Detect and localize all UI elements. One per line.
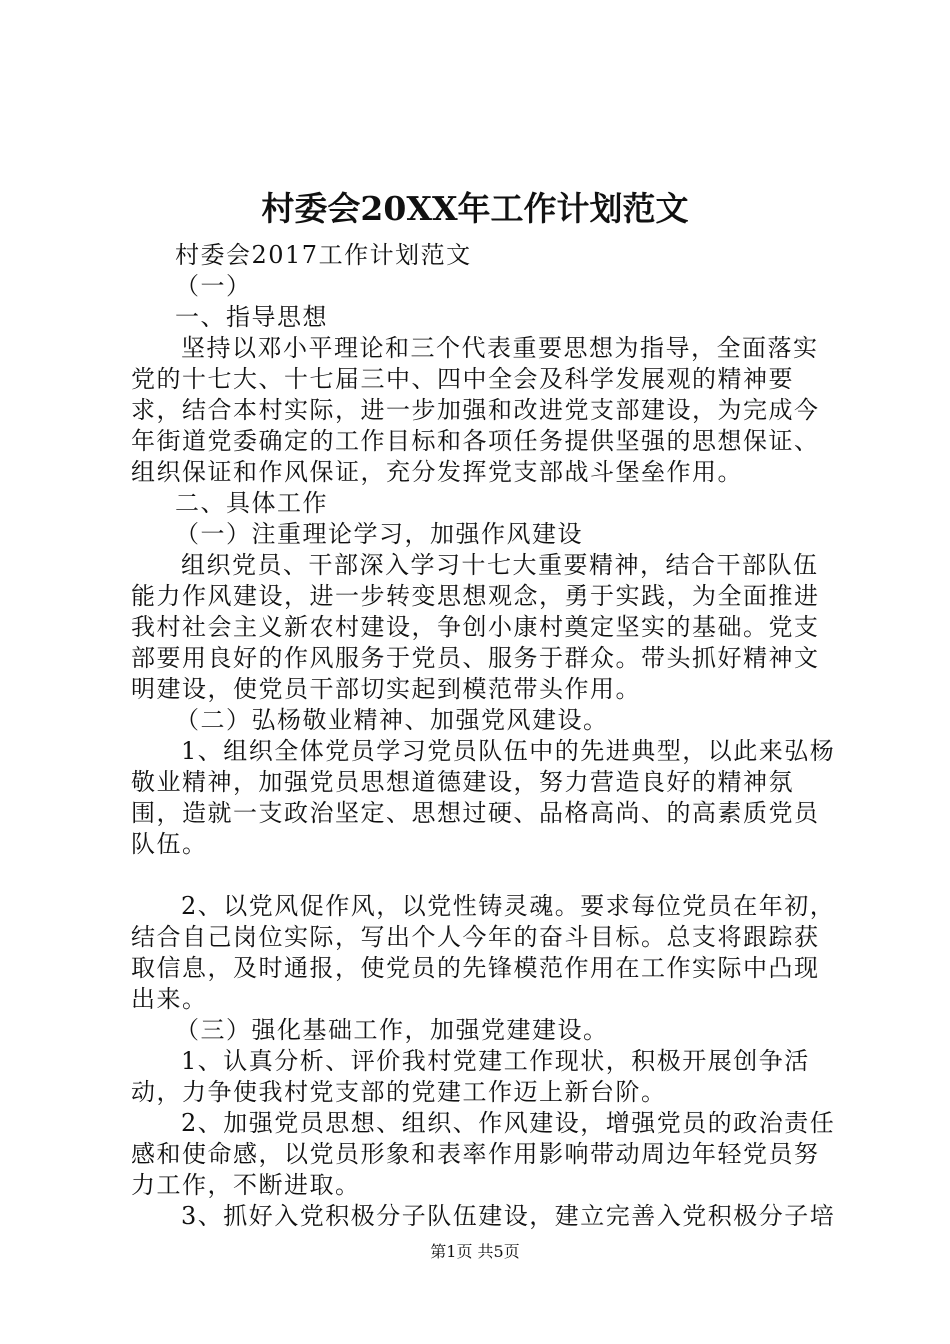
subheading-foundation-work: （三）强化基础工作，加强党建建设。: [175, 1016, 609, 1044]
paragraph-item-1: 1、组织全体党员学习党员队伍中的先进典型，以此来弘杨敬业精神，加强党员思想道德建设，努力营造良好的精神氛围，造就一支政治坚定、思想过硬、品格高尚、的高素质党员队伍。: [131, 737, 836, 858]
paragraph-item-2: 2、以党风促作风，以党性铸灵魂。要求每位党员在年初，结合自己岗位实际，写出个人今年的奋斗目标。总支将跟踪获取信息，及时通报，使党员的先锋模范作用在工作实际中凸现出来。: [131, 892, 836, 1013]
section-number: （一）: [175, 272, 252, 300]
heading-guiding-thought: 一、指导思想: [175, 303, 328, 331]
paragraph-item-2b: 2、加强党员思想、组织、作风建设，增强党员的政治责任感和使命感，以党员形象和表率作用影响带动周边年轻党员努力工作，不断进取。: [131, 1109, 836, 1199]
page-footer: 第1页 共5页: [430, 1242, 520, 1261]
paragraph-gap: [131, 860, 836, 891]
paragraph-theory-study: 组织党员、干部深入学习十七大重要精神，结合干部队伍能力作风建设，进一步转变思想观念，勇于实践，为全面推进我村社会主义新农村建设，争创小康村奠定坚实的基础。党支部要用良好的作风服务于党员、服务于群众。带头抓好精神文明建设，使党员干部切实起到模范带头作用。: [131, 551, 820, 703]
heading-specific-work: 二、具体工作: [175, 489, 328, 517]
paragraph-guiding-thought: 坚持以邓小平理论和三个代表重要思想为指导，全面落实党的十七大、十七届三中、四中全会及科学发展观的精神要求，结合本村实际，进一步加强和改进党支部建设，为完成今年街道党委确定的工作目标和各项任务提供坚强的思想保证、组织保证和作风保证，充分发挥党支部战斗堡垒作用。: [131, 334, 820, 486]
document-body: [131, 240, 836, 1232]
subheading-work-spirit: （二）弘杨敬业精神、加强党风建设。: [175, 706, 609, 734]
subtitle-line: 村委会2017工作计划范文: [175, 241, 472, 269]
paragraph-item-1b: 1、认真分析、评价我村党建工作现状，积极开展创争活动，力争使我村党支部的党建工作迈上新台阶。: [131, 1047, 810, 1106]
paragraph-item-3b: 3、抓好入党积极分子队伍建设，建立完善入党积极分子培: [181, 1202, 836, 1230]
subheading-theory-study: （一）注重理论学习，加强作风建设: [175, 520, 583, 548]
document-title: 村委会20XX年工作计划范文: [261, 189, 689, 228]
